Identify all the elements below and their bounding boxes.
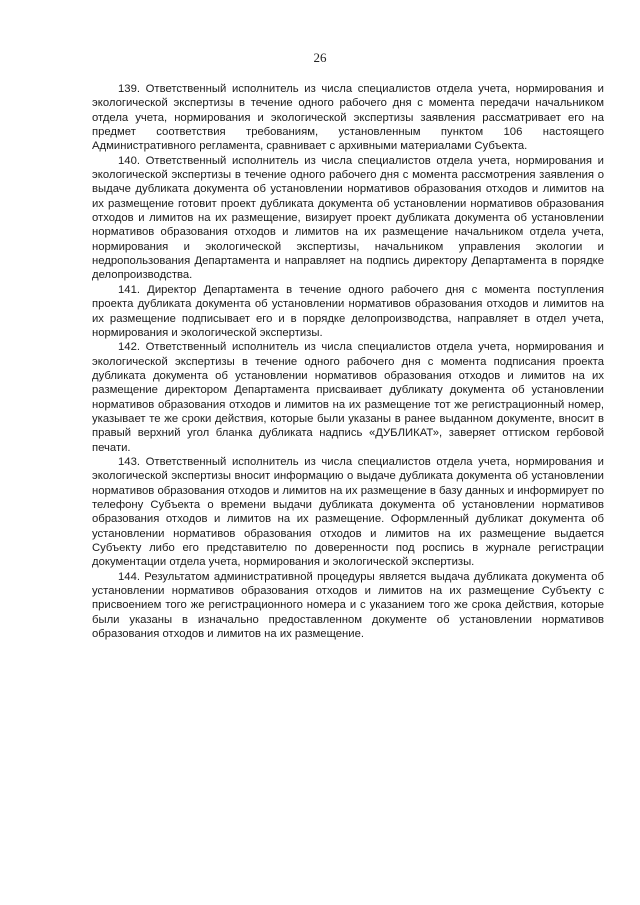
paragraph-144: 144. Результатом административной процедуры является выдача дубликата документа об установлении нормативов образования отходов и лимитов на их размещение Субъекту с присвоением того же регистрационного номера и с указанием того же срока действия, которые были указаны в изначально предоставленном документе об установлении нормативов образования отходов и лимитов на их размещение. [92,570,604,641]
paragraph-140: 140. Ответственный исполнитель из числа специалистов отдела учета, нормирования и экологической экспертизы в течение одного рабочего дня с момента рассмотрения заявления о выдаче дубликата документа об установлении нормативов образования отходов и лимитов на их размещение готовит проект дубликата документа об установлении нормативов образования отходов и лимитов на их размещение, визирует проект дубликата документа об установлении нормативов образования отходов и лимитов на их размещение начальником отдела учета, нормирования и экологической экспертизы, начальником управления экологии и недропользования Департамента и направляет на подпись директору Департамента в порядке делопроизводства. [92,154,604,282]
document-body [92,82,604,641]
paragraph-142: 142. Ответственный исполнитель из числа специалистов отдела учета, нормирования и экологической экспертизы в течение одного рабочего дня с момента подписания проекта дубликата документа об установлении нормативов образования отходов и лимитов на их размещение директором Департамента присваивает дубликату документа об установлении нормативов образования отходов и лимитов на их размещение тот же регистрационный номер, указывает те же сроки действия, которые были указаны в ранее выданном документе, вносит в правый верхний угол бланка дубликата надпись «ДУБЛИКАТ», заверяет оттиском гербовой печати. [92,341,604,454]
paragraph-143: 143. Ответственный исполнитель из числа специалистов отдела учета, нормирования и экологической экспертизы вносит информацию о выдаче дубликата документа об установлении нормативов образования отходов и лимитов на их размещение в базу данных и информирует по телефону Субъекта о времени выдачи дубликата документа об установлении нормативов образования отходов и лимитов на их размещение. Оформленный дубликат документа об установлении нормативов образования отходов и лимитов на их размещение выдается Субъекту либо его представителю по доверенности под роспись в журнале регистрации документации отдела учета, нормирования и экологической экспертизы. [92,455,604,569]
paragraph-141: 141. Директор Департамента в течение одного рабочего дня с момента поступления проекта дубликата документа об установлении нормативов образования отходов и лимитов на их размещение подписывает его и в порядке делопроизводства, направляет в отдел учета, нормирования и экологической экспертизы. [92,283,604,339]
paragraph-139: 139. Ответственный исполнитель из числа специалистов отдела учета, нормирования и экологической экспертизы в течение одного рабочего дня с момента передачи начальником отдела учета, нормирования и экологической экспертизы заявления рассматривает его на предмет соответствия требованиям, установленным пунктом 106 настоящего Административного регламента, сравнивает с архивными материалами Субъекта. [92,83,604,153]
page-number: 26 [313,50,327,65]
